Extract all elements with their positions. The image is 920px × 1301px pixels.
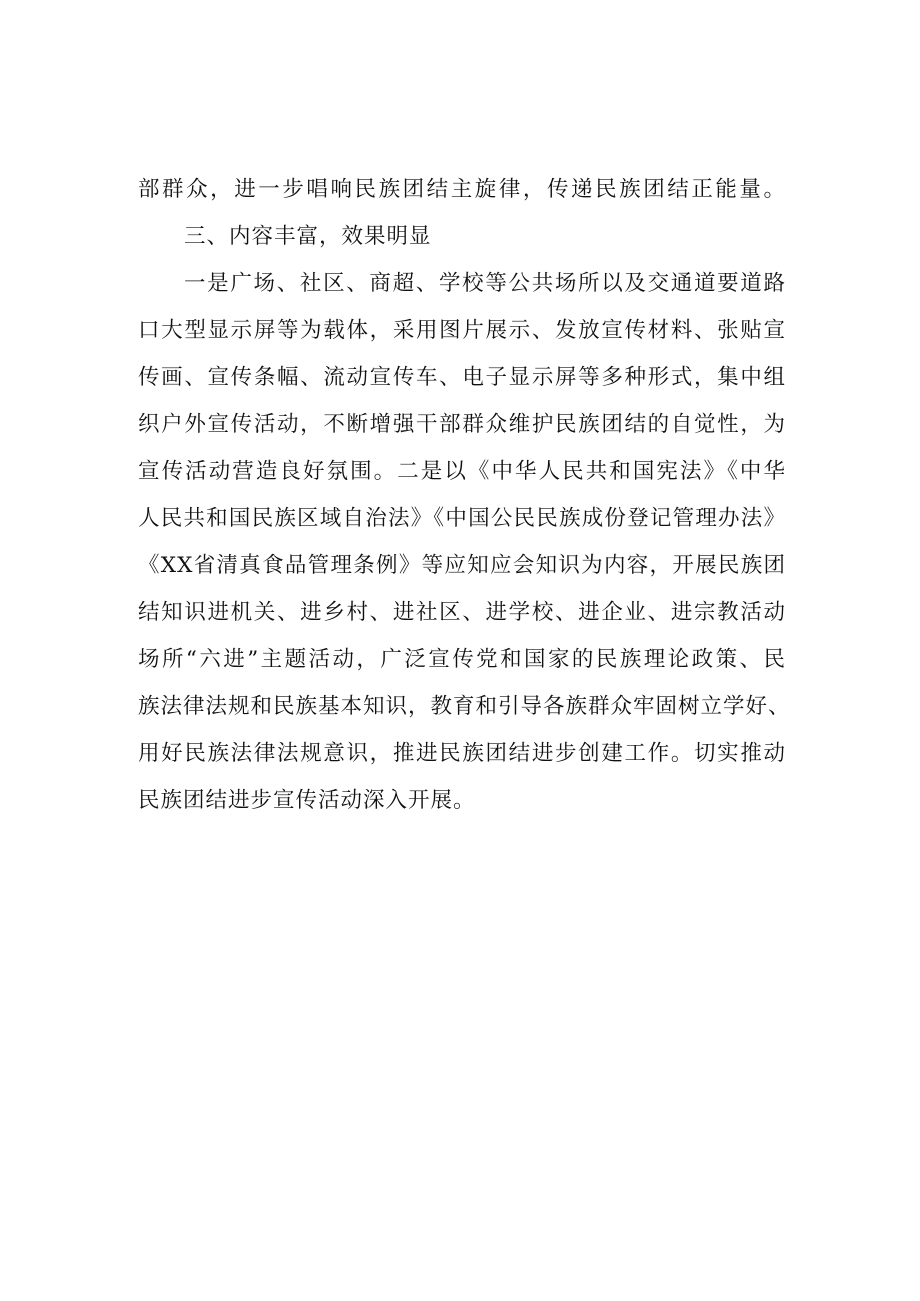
text-line: 织户外宣传活动，不断增强干部群众维护民族团结的自觉性，为: [138, 412, 786, 437]
text-line: 传画、宣传条幅、流动宣传车、电子显示屏等多种形式，集中组: [138, 365, 786, 390]
text-line: 族法律法规和民族基本知识，教育和引导各族群众牢固树立学好、: [138, 694, 791, 719]
text-line: 用好民族法律法规意识，推进民族团结进步创建工作。切实推动: [138, 741, 786, 766]
text-line: 结知识进机关、进乡村、进社区、进学校、进企业、进宗教活动: [138, 600, 786, 625]
section-heading: 三、内容丰富，效果明显: [184, 224, 432, 249]
text-line: 一是广场、社区、商超、学校等公共场所以及交通道要道路: [184, 271, 786, 296]
text-line: 宣传活动营造良好氛围。二是以《中华人民共和国宪法》《中华: [138, 459, 786, 484]
text-line: 场所“六进”主题活动，广泛宣传党和国家的民族理论政策、民: [138, 647, 786, 672]
text-line: 人民共和国民族区域自治法》《中国公民民族成份登记管理办法》: [138, 506, 786, 531]
text-line: 口大型显示屏等为载体，采用图片展示、发放宣传材料、张贴宣: [138, 318, 786, 343]
document-body: [138, 166, 791, 824]
text-line: 部群众，进一步唱响民族团结主旋律，传递民族团结正能量。: [138, 177, 786, 202]
text-line: 《XX省清真食品管理条例》等应知应会知识为内容，开展民族团: [138, 553, 786, 578]
text-line: 民族团结进步宣传活动深入开展。: [138, 788, 476, 813]
